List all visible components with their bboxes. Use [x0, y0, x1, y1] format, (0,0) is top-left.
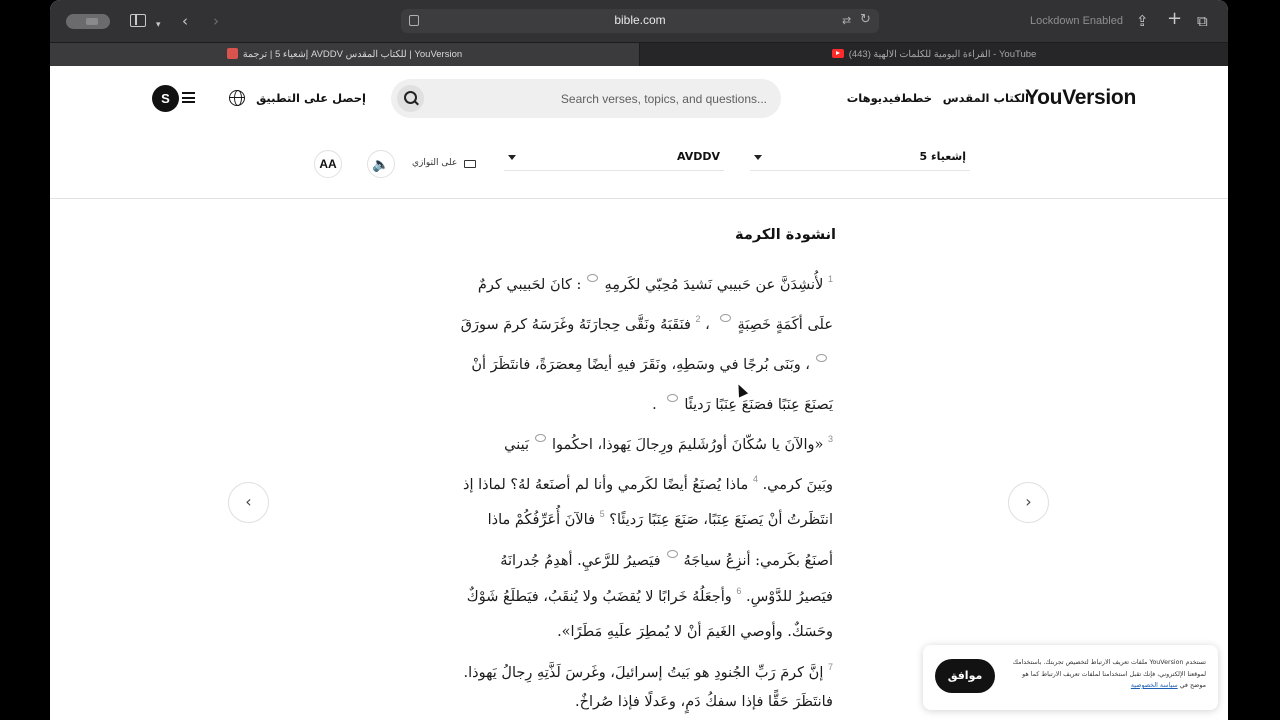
back-icon[interactable]: ‹ [182, 12, 188, 30]
verse-line [478, 274, 833, 293]
chevron-left-icon: ‹ [245, 492, 252, 511]
search-icon[interactable] [397, 85, 424, 112]
verse-text: : كانَ لحَبيبي كرمٌ [477, 277, 582, 293]
cookie-message: تستخدم YouVersion ملفات تعريف الارتباط لتخصيص تجربتك. باستخدامك لموقعنا الإلكتروني، فإنك تقبل استخدامنا لملفات تعريف الارتباط كما هو موضح في [1012, 659, 1206, 689]
verse-text: فانتَظَرَ حَقًّا فإذا سفكُ دَمٍ، وعَدلًا فإذا صُراخٌ. [575, 694, 833, 710]
nav-plans[interactable]: خطط [900, 91, 932, 105]
verse-number: 7 [827, 662, 833, 672]
verse-text: فنَقَبَهُ ونَقَّى حِجارَتَهُ وغَرَسَهُ كرمَ سورَقَ [460, 317, 691, 333]
site-header [50, 66, 1228, 132]
address-bar[interactable] [401, 9, 879, 33]
chevron-down-icon [754, 155, 762, 160]
tab-bible[interactable] [50, 43, 639, 67]
globe-icon[interactable] [229, 90, 245, 106]
version-select[interactable] [504, 147, 724, 171]
verse-number: 6 [736, 586, 742, 596]
note-icon[interactable] [667, 394, 678, 402]
verse-text: لأُنشِدَنَّ عن حَبيبي نَشيدَ مُحِبّي لكَرمِهِ [604, 277, 824, 293]
verse-line [467, 586, 833, 605]
chapter-content [50, 200, 1228, 720]
note-icon[interactable] [816, 354, 827, 362]
youversion-logo[interactable]: YouVersion [1025, 86, 1136, 109]
parallel-icon[interactable] [464, 160, 476, 168]
chevron-down-icon[interactable]: ▾ [156, 20, 161, 30]
verse-text: فالآنَ أُعَرِّفُكُمْ ماذا [487, 512, 596, 528]
nav-bible[interactable]: الكتاب المقدس [942, 91, 1029, 105]
tab-title: إشعياء 5 | ترجمة AVDDV للكتاب المقدس | YouVersion [242, 49, 463, 60]
reader-controls [50, 132, 1228, 199]
share-icon[interactable]: ⇪ [1136, 12, 1149, 30]
verse-line: علَى أكَمَةٍ خَصِبَةٍ ، $^2$ فنَقَبَهُ ونَقَّى حِجارَتَهُ وغَرَسَهُ كرمَ سورَقَ [460, 314, 833, 333]
get-app-link[interactable]: إحصل على التطبيق [256, 91, 366, 105]
chevron-right-icon: › [1025, 492, 1032, 511]
verse-number: 2 [695, 314, 701, 324]
youtube-favicon-icon [832, 49, 844, 58]
chapter-value: إشعياء 5 [919, 150, 966, 163]
verse-text: «والآنَ يا سُكّانَ أورُشَليمَ ورِجالَ يَهوذا، احكُموا [552, 437, 824, 453]
note-icon[interactable] [587, 274, 598, 282]
verse-number: 5 [599, 509, 605, 519]
reload-icon[interactable]: ↻ [860, 12, 871, 27]
sidebar-toggle-icon[interactable] [130, 14, 146, 27]
chapter-select[interactable] [750, 147, 970, 171]
verse-line [488, 509, 833, 528]
verse-line: ، وبَنَى بُرجًا في وسَطِهِ، ونَقَرَ فيهِ أيضًا مِعصَرَةً، فانتَظَرَ أنْ [471, 354, 833, 373]
verse-text: وأجعَلُهُ خَرابًا لا يُقضَبُ ولا يُنقَبُ، فيَطلَعُ شَوْكٌ [466, 589, 732, 605]
youversion-favicon-icon [227, 48, 238, 59]
verse-number: 1 [827, 274, 833, 284]
verse-text: انتَظَرتُ أنْ يَصنَعَ عِنَبًا، صَنَعَ عِنَبًا رَديئًا؟ [609, 512, 833, 528]
tab-youtube[interactable] [639, 43, 1228, 67]
verse-line [575, 694, 833, 710]
tab-title: (443) القراءة اليومية للكلمات الالهية - YouTube [848, 49, 1037, 60]
url-text: bible.com [614, 13, 666, 27]
search-input[interactable] [431, 88, 767, 110]
parallel-toggle[interactable]: على التوازي [412, 158, 458, 168]
nav-videos[interactable]: فيديوهات [846, 91, 901, 105]
verse-line [504, 434, 833, 453]
verse-text: ماذا يُصنَعُ أيضًا لكَرمي وأنا لم أصنَعهُ لهُ؟ لماذا إذ [463, 477, 749, 493]
verse-line [500, 550, 833, 569]
translate-icon[interactable]: ⇄ [842, 14, 852, 27]
verse-line [557, 624, 833, 640]
text-size-button[interactable]: AA [314, 150, 342, 178]
verse-text: وبَينَ كرمي. [762, 477, 833, 493]
verse-text: فيَصيرُ للرَّعيِ. أهدِمُ جُدرانَهُ [500, 553, 661, 569]
menu-icon[interactable] [182, 92, 195, 103]
window-controls[interactable] [66, 14, 110, 29]
privacy-policy-link[interactable]: سياسة الخصوصية [1130, 682, 1178, 689]
window-control-glyph [86, 18, 98, 25]
verse-line: يَصنَعَ عِنَبًا فصَنَعَ عِنَبًا رَديئًا . [652, 394, 833, 413]
verse-text: وحَسَكٌ. وأوصي الغَيمَ أنْ لا يُمطِرَ علَيهِ مَطَرًا». [557, 624, 833, 640]
new-tab-icon[interactable]: + [1167, 8, 1183, 29]
note-icon[interactable] [720, 314, 731, 322]
avatar[interactable]: S [152, 85, 179, 112]
verse-text: علَى أكَمَةٍ خَصِبَةٍ [737, 317, 833, 333]
verse-line [464, 662, 833, 681]
forward-icon[interactable]: › [213, 12, 219, 30]
search-bar [391, 79, 781, 118]
speaker-icon[interactable]: 🔈 [367, 150, 395, 178]
note-icon[interactable] [535, 434, 546, 442]
tab-bar [50, 42, 1228, 66]
note-icon[interactable] [667, 550, 678, 558]
browser-toolbar [50, 0, 1228, 42]
verse-text: إنَّ كرمَ رَبِّ الجُنودِ هو بَيتُ إسرائيلَ، وغَرسَ لَذَّتِهِ رِجالُ يَهوذا. [463, 665, 824, 681]
verse-line [463, 474, 833, 493]
version-value: AVDDV [676, 150, 720, 163]
browser-window [50, 0, 1228, 720]
cookie-banner [923, 645, 1218, 710]
verse-text: أصنَعُ بكَرمي: أنزِعُ سياجَهُ [683, 553, 833, 569]
verse-text: فيَصيرُ للدَّوْسِ. [745, 589, 833, 605]
tab-overview-icon[interactable]: ⧉ [1197, 12, 1208, 30]
section-heading: انشودة الكرمة [735, 227, 836, 243]
verse-text: بَيني [504, 437, 530, 453]
verse-text: يَصنَعَ عِنَبًا فصَنَعَ عِنَبًا رَديئًا [684, 397, 833, 413]
cookie-text [1010, 657, 1206, 692]
verse-text: وبَنَى بُرجًا في وسَطِهِ، ونَقَرَ فيهِ أيضًا مِعصَرَةً، فانتَظَرَ أنْ [471, 357, 801, 373]
chevron-down-icon [508, 155, 516, 160]
verse-number: 4 [752, 474, 758, 484]
previous-chapter-button[interactable] [228, 482, 269, 523]
accept-cookies-button[interactable]: موافق [935, 659, 995, 693]
lockdown-status: Lockdown Enabled [1030, 15, 1123, 27]
verse-number: 3 [827, 434, 833, 444]
next-chapter-button[interactable] [1008, 482, 1049, 523]
